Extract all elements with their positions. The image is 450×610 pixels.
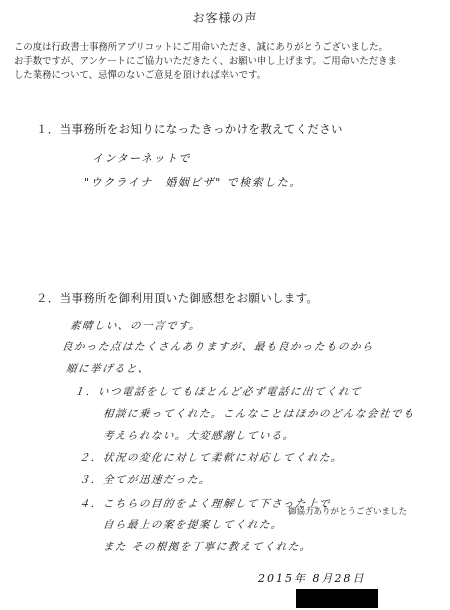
answer-2-line-6: 考えられない。大変感謝している。: [102, 430, 296, 442]
intro-line-2: お手数ですが、アンケートにご協力いただきたく、お願い申し上げます。ご用命いただきま: [14, 56, 397, 67]
answer-1-line-1: インターネットで: [92, 152, 192, 165]
answer-2-line-8: ３．全てが迅速だった。: [78, 474, 212, 486]
intro-line-1: この度は行政書士事務所アプリコットにご用命いただき、誠にありがとうございました。: [14, 42, 388, 53]
answer-2-line-5: 相談に乗ってくれた。こんなことはほかのどんな会社でも: [102, 408, 416, 420]
date: 2015年 8月28日: [258, 572, 366, 585]
answer-2-line-1: 素晴しい、の一言です。: [69, 320, 202, 332]
answer-2-line-9: ４．こちらの目的をよく理解して下さった上で: [78, 498, 332, 510]
answer-2-line-10: 自ら最上の案を提案してくれた。: [102, 519, 284, 531]
answer-2-line-11: また その根拠を丁寧に教えてくれた。: [102, 541, 313, 553]
redacted-signature: [296, 589, 378, 608]
printed-thanks: 御協力ありがとうございました: [288, 507, 408, 517]
question-2: ２．当事務所を御利用頂いた御感想をお願いします。: [36, 291, 319, 305]
page-title: お客様の声: [192, 11, 258, 25]
answer-2-line-4: １．いつ電話をしてもほとんど必ず電話に出てくれて: [73, 386, 363, 398]
intro-line-3: した業務について、忌憚のないご意見を頂ければ幸いです。: [14, 70, 267, 81]
answer-2-line-3: 順に挙げると、: [65, 363, 151, 375]
answer-2-line-7: ２．状況の変化に対して柔軟に対応してくれた。: [78, 452, 344, 464]
question-1: １．当事務所をお知りになったきっかけを教えてください: [36, 122, 343, 136]
answer-1-line-2: "ウクライナ 婚姻ビザ" で検索した。: [84, 176, 302, 189]
answer-2-line-2: 良かった点はたくさんありますが、最も良かったものから: [61, 341, 375, 353]
